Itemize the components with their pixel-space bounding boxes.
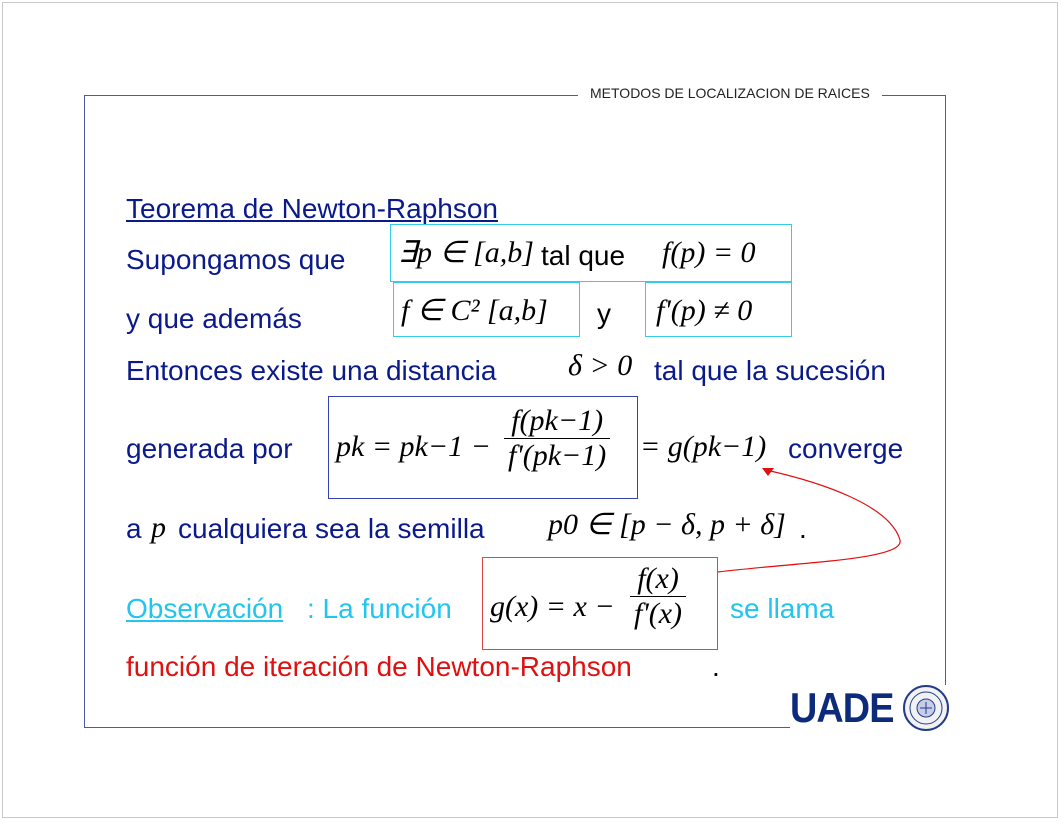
line3-text: Entonces existe una distancia bbox=[126, 355, 497, 386]
tal-que-label: tal que bbox=[541, 240, 626, 271]
observation-line2: función de iteración de Newton-Raphson bbox=[126, 651, 632, 682]
line4-suffix: converge bbox=[788, 433, 904, 464]
line5-p: p bbox=[151, 511, 166, 544]
seed-math: p0 ∈ [p − δ, p + δ] bbox=[548, 508, 786, 541]
formula-numerator: f(pk−1) bbox=[511, 404, 604, 437]
g-denominator: f'(x) bbox=[630, 596, 686, 631]
observation-dot: . bbox=[712, 651, 720, 682]
y-label: y bbox=[597, 298, 611, 329]
slide-header: METODOS DE LOCALIZACION DE RAICES bbox=[578, 85, 882, 101]
fp-zero-math: f(p) = 0 bbox=[662, 236, 756, 269]
deriv-math: f'(p) ≠ 0 bbox=[656, 294, 753, 327]
formula-denominator: f'(pk−1) bbox=[504, 438, 610, 473]
observation-text: : La función bbox=[307, 593, 452, 624]
uade-logo-text: UADE bbox=[790, 684, 894, 731]
formula-lhs: pk = pk−1 − bbox=[336, 430, 491, 463]
observation-suffix: se llama bbox=[730, 593, 835, 624]
line5-text: cualquiera sea la semilla bbox=[178, 513, 485, 544]
delta-math: δ > 0 bbox=[568, 349, 633, 382]
line3-suffix: tal que la sucesión bbox=[654, 355, 886, 386]
line4-prefix: generada por bbox=[126, 433, 293, 464]
line1-prefix: Supongamos que bbox=[126, 244, 346, 275]
university-seal-icon bbox=[902, 684, 950, 732]
c2-math: f ∈ C² [a,b] bbox=[401, 294, 548, 327]
exists-math: ∃p ∈ [a,b] bbox=[398, 236, 534, 269]
theorem-title: Teorema de Newton-Raphson bbox=[126, 193, 498, 224]
line2-prefix: y que además bbox=[126, 303, 302, 334]
observation-label: Observación bbox=[126, 593, 284, 624]
line5-dot: . bbox=[799, 513, 807, 544]
formula-rhs: = g(pk−1) bbox=[640, 430, 767, 463]
line5-a: a bbox=[126, 513, 142, 544]
g-numerator: f(x) bbox=[637, 562, 679, 595]
g-lhs: g(x) = x − bbox=[490, 590, 615, 623]
uade-logo bbox=[790, 684, 955, 732]
